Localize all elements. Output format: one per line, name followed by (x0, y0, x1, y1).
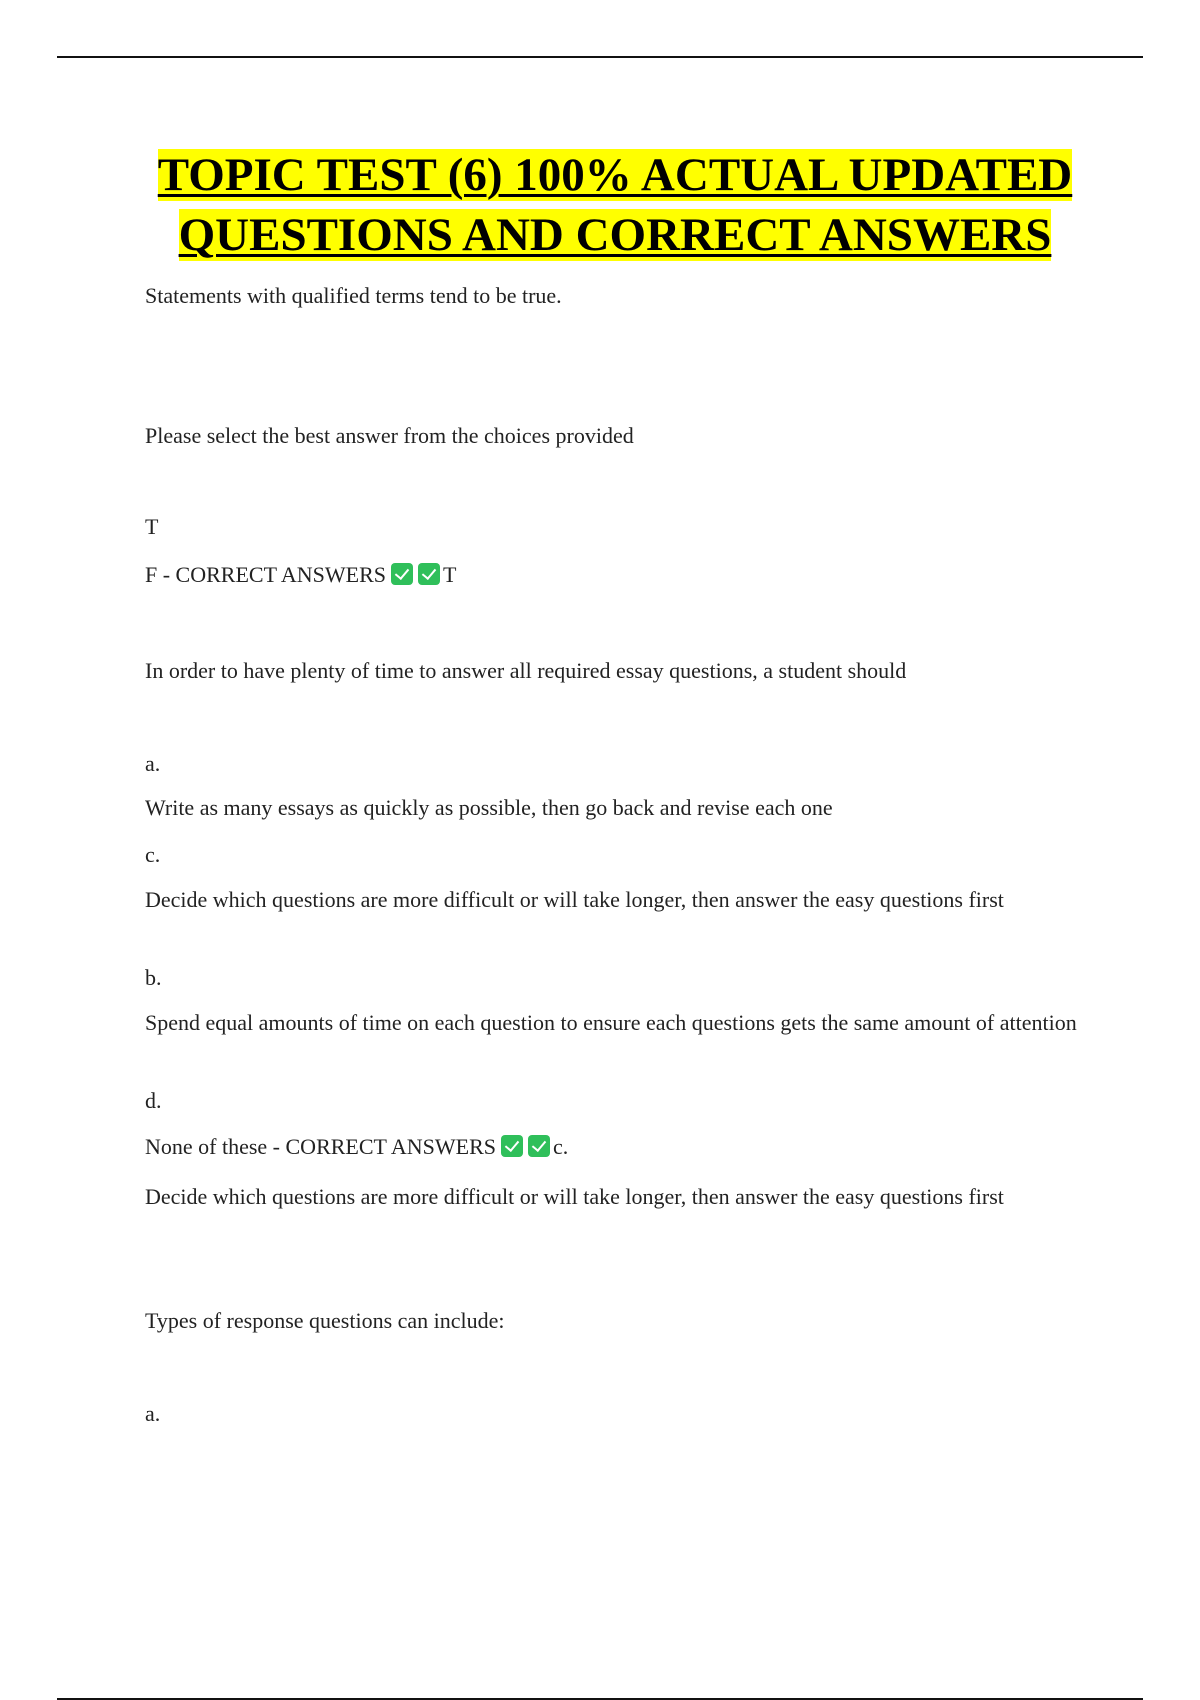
option-letter: d. (145, 1088, 162, 1113)
question-statement: Statements with qualified terms tend to be true. (145, 283, 562, 308)
document-title: TOPIC TEST (6) 100% ACTUAL UPDATED QUESTIONS AND CORRECT ANSWERS (157, 149, 1073, 261)
answer-value: c. (552, 1134, 569, 1159)
option-letter: c. (145, 842, 161, 867)
answer-value: T (443, 562, 457, 587)
check-mark-icon (528, 1135, 550, 1157)
option-text: Decide which questions are more difficult or will take longer, then answer the easy questions first (145, 887, 1004, 912)
option-label: T (145, 514, 159, 539)
answer-prefix: F - CORRECT ANSWERS (145, 562, 387, 587)
question-statement: Types of response questions can include: (145, 1308, 505, 1333)
check-mark-icon (418, 563, 440, 585)
check-mark-icon (501, 1135, 523, 1157)
option-letter: a. (145, 1401, 161, 1426)
question-statement: In order to have plenty of time to answer all required essay questions, a student should (145, 658, 907, 683)
check-mark-icon (391, 563, 413, 585)
top-divider (57, 56, 1143, 58)
answer-line (145, 560, 1085, 590)
answer-prefix: None of these - CORRECT ANSWERS (145, 1134, 496, 1159)
option-text: Write as many essays as quickly as possible, then go back and revise each one (145, 795, 833, 820)
answer-line (145, 1132, 1085, 1162)
answer-text: Decide which questions are more difficult or will take longer, then answer the easy questions first (145, 1184, 1004, 1209)
option-text: Spend equal amounts of time on each question to ensure each questions gets the same amount of attention (145, 1010, 1077, 1035)
option-letter: b. (145, 965, 162, 990)
question-instruction: Please select the best answer from the choices provided (145, 423, 634, 448)
option-letter: a. (145, 751, 161, 776)
